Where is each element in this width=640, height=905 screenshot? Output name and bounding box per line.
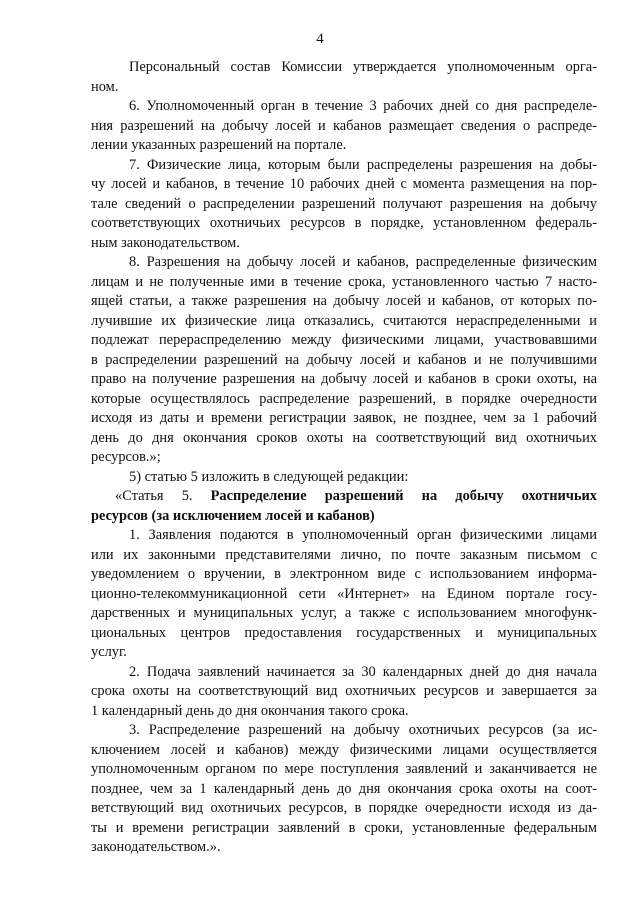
text-line xyxy=(91,663,597,683)
text-line xyxy=(91,409,597,429)
text-line xyxy=(91,331,597,351)
text-line xyxy=(91,273,597,293)
text-line xyxy=(91,799,597,819)
text-line xyxy=(91,390,597,410)
line-text: лицам и не полученные ими в течение срока, установленного частью 7 насто- xyxy=(91,273,597,290)
text-line xyxy=(91,702,597,722)
text-line xyxy=(91,468,597,488)
line-text: которые осуществлялось распределение разрешений, в порядке очередности xyxy=(91,390,597,407)
text-line xyxy=(91,214,597,234)
line-bold-text: Распределение разрешений на добычу охотничьих xyxy=(210,488,597,504)
text-line xyxy=(91,351,597,371)
line-text: циональных центров предоставления государственных и муниципальных xyxy=(91,624,597,641)
text-line xyxy=(91,429,597,449)
line-text: лучившие их физические лица отказались, считаются нераспределенными и xyxy=(91,312,597,329)
line-text: Персональный состав Комиссии утверждается уполномоченным орга- xyxy=(129,59,597,75)
text-line xyxy=(91,58,597,78)
line-text: день до дня окончания сроков охоты на соответствующий вид охотничьих xyxy=(91,429,597,446)
text-line xyxy=(91,780,597,800)
line-text: в распределении разрешений на добычу лосей и кабанов и не получившими xyxy=(91,351,597,368)
text-line xyxy=(91,97,597,117)
line-text: ресурсов.»; xyxy=(91,449,161,465)
line-text: услуг. xyxy=(91,644,127,660)
text-line xyxy=(91,604,597,624)
text-line xyxy=(91,546,597,566)
line-text: ционно-телекоммуникационной сети «Интернет» на Едином портале госу- xyxy=(91,585,597,602)
line-text: законодательством.». xyxy=(91,839,221,855)
text-line xyxy=(91,760,597,780)
line-text: ящей статьи, а также разрешения на добычу лосей и кабанов, от которых по- xyxy=(91,293,597,309)
text-line xyxy=(91,312,597,332)
text-line xyxy=(91,741,597,761)
text-line xyxy=(91,643,597,663)
line-text: 8. Разрешения на добычу лосей и кабанов, распределенные физическим xyxy=(129,254,597,270)
text-line xyxy=(91,253,597,273)
line-text: право на получение разрешения на добычу лосей и кабанов в сроки охоты, на xyxy=(91,371,597,387)
line-text: исходя из даты и времени регистрации заявок, не позднее, чем за 1 рабочий xyxy=(91,410,597,426)
line-text: ния разрешений на добычу лосей и кабанов размещает сведения о распреде- xyxy=(91,117,597,134)
text-line xyxy=(91,487,597,507)
text-line xyxy=(91,117,597,137)
line-text: ключением лосей и кабанов) между физическими лицами осуществляется xyxy=(91,741,597,758)
line-text: 3. Распределение разрешений на добычу охотничьих ресурсов (за ис- xyxy=(129,722,597,738)
text-line xyxy=(91,234,597,254)
text-line xyxy=(91,682,597,702)
line-text: 1 календарный день до дня окончания такого срока. xyxy=(91,702,409,719)
line-text: 2. Подача заявлений начинается за 30 календарных дней до дня начала xyxy=(129,663,597,680)
text-line xyxy=(91,78,597,98)
line-text: уполномоченным органом по мере поступления заявлений и заканчивается не xyxy=(91,761,597,777)
document-body xyxy=(91,58,597,858)
text-line xyxy=(91,292,597,312)
text-line xyxy=(91,838,597,858)
text-line xyxy=(91,175,597,195)
line-text: ном. xyxy=(91,78,119,95)
text-line xyxy=(91,136,597,156)
text-line xyxy=(91,565,597,585)
text-line xyxy=(91,585,597,605)
line-text: 1. Заявления подаются в уполномоченный орган физическими лицами xyxy=(129,527,597,543)
line-text: 5) статью 5 изложить в следующей редакции: xyxy=(129,468,409,485)
text-line xyxy=(91,507,597,527)
line-text: подлежат перераспределению между физическими лицами, участвовавшими xyxy=(91,332,597,348)
text-line xyxy=(91,721,597,741)
line-text: дарственных и муниципальных услуг, а также с использованием многофунк- xyxy=(91,605,597,621)
line-bold-text: ресурсов (за исключением лосей и кабанов) xyxy=(91,507,375,524)
line-text: 7. Физические лица, которым были распределены разрешения на добы- xyxy=(129,156,597,173)
line-text: ным законодательством. xyxy=(91,234,240,251)
line-text: 6. Уполномоченный орган в течение 3 рабочих дней со дня распределе- xyxy=(129,98,597,114)
page-number: 4 xyxy=(316,31,324,47)
line-text: позднее, чем за 1 календарный день до дня окончания срока охоты на соот- xyxy=(91,780,597,797)
text-line xyxy=(91,195,597,215)
line-text: тале сведений о распределении разрешений получают разрешения на добычу xyxy=(91,195,597,212)
line-text: уведомлением о вручении, в электронном виде с использованием информа- xyxy=(91,566,597,582)
text-line xyxy=(91,370,597,390)
text-line xyxy=(91,156,597,176)
text-line xyxy=(91,819,597,839)
text-line xyxy=(91,526,597,546)
line-text: ты и времени регистрации заявлений в сроки, установленные федеральным xyxy=(91,819,597,836)
line-text: лении указанных разрешений на портале. xyxy=(91,137,347,153)
line-text: срока охоты на соответствующий вид охотничьих ресурсов и завершается за xyxy=(91,683,597,699)
line-text: ветствующий вид охотничьих ресурсов, в порядке очередности исходя из да- xyxy=(91,800,597,816)
text-line xyxy=(91,624,597,644)
line-text: чу лосей и кабанов, в течение 10 рабочих дней с момента размещения на пор- xyxy=(91,176,597,192)
line-text: соответствующих охотничьих ресурсов в порядке, установленном федераль- xyxy=(91,215,597,231)
line-text: или их законными представителями лично, по почте заказным письмом с xyxy=(91,546,597,563)
text-line xyxy=(91,448,597,468)
line-text: «Статья 5. xyxy=(115,488,211,504)
